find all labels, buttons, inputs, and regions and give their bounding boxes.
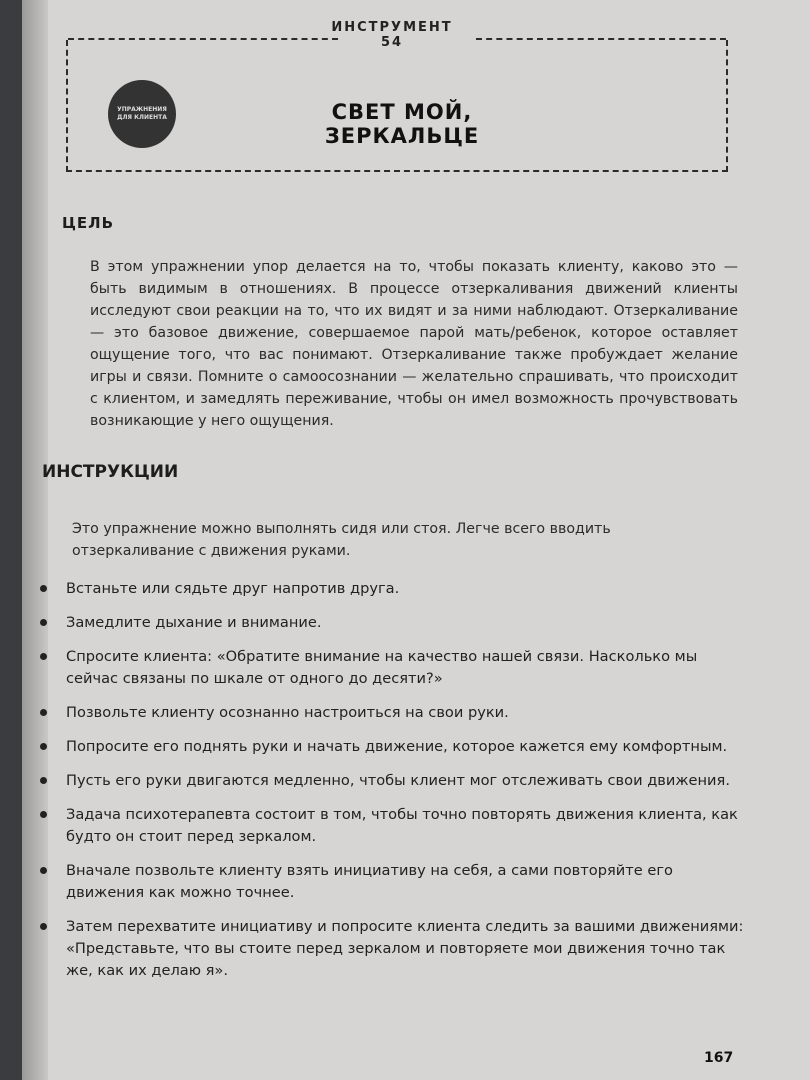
list-item: Пусть его руки двигаются медленно, чтобы клиент мог отслеживать свои движения. [32,770,744,792]
goal-heading: ЦЕЛЬ [62,214,115,232]
list-item: Задача психотерапевта состоит в том, чтобы точно повторять движения клиента, как будто он стоит перед зеркалом. [32,804,744,848]
list-item: Затем перехватите инициативу и попросите клиента следить за вашими движениями: «Представьте, что вы стоите перед зеркалом и повторяете мои движения точно так же, как их делаю я». [32,916,744,982]
book-page [22,0,810,1080]
header-frame-top-right [476,38,726,40]
page-title: СВЕТ МОЙ, ЗЕРКАЛЬЦЕ [324,100,480,148]
page-number: 167 [704,1050,734,1066]
instructions-heading: ИНСТРУКЦИИ [42,462,179,482]
instructions-intro: Это упражнение можно выполнять сидя или стоя. Легче всего вводить отзеркаливание с движения руками. [72,521,611,559]
list-item: Встаньте или сядьте друг напротив друга. [32,578,744,600]
list-item: Позвольте клиенту осознанно настроиться на свои руки. [32,702,744,724]
tool-label: ИНСТРУМЕНТ 54 [331,20,453,50]
instructions-list [32,578,744,994]
list-item: Вначале позвольте клиенту взять инициативу на себя, а сами повторяйте его движения как можно точнее. [32,860,744,904]
list-item: Спросите клиента: «Обратите внимание на качество нашей связи. Насколько мы сейчас связаны по шкале от одного до десяти?» [32,646,744,690]
header-frame-top-left [68,38,338,40]
list-item: Замедлите дыхание и внимание. [32,612,744,634]
list-item: Попросите его поднять руки и начать движение, которое кажется ему комфортным. [32,736,744,758]
goal-text: В этом упражнении упор делается на то, чтобы показать клиенту, каково это — быть видимым в отношениях. В процессе отзеркаливания движений клиенты исследуют свои реакции на то, что их видят и за ними наблюдают. Отзеркаливание — это базовое движение, совершаемое парой мать/ребенок, которое оставляет ощущение того, что вас понимают. Отзеркаливание также пробуждает желание игры и связи. Помните о самоосознании — желательно спрашивать, что происходит с клиентом, и замедлять переживание, чтобы он имел возможность прочувствовать возникающие у него ощущения. [90,259,738,429]
exercise-badge: УПРАЖНЕНИЯ ДЛЯ КЛИЕНТА [108,80,176,148]
